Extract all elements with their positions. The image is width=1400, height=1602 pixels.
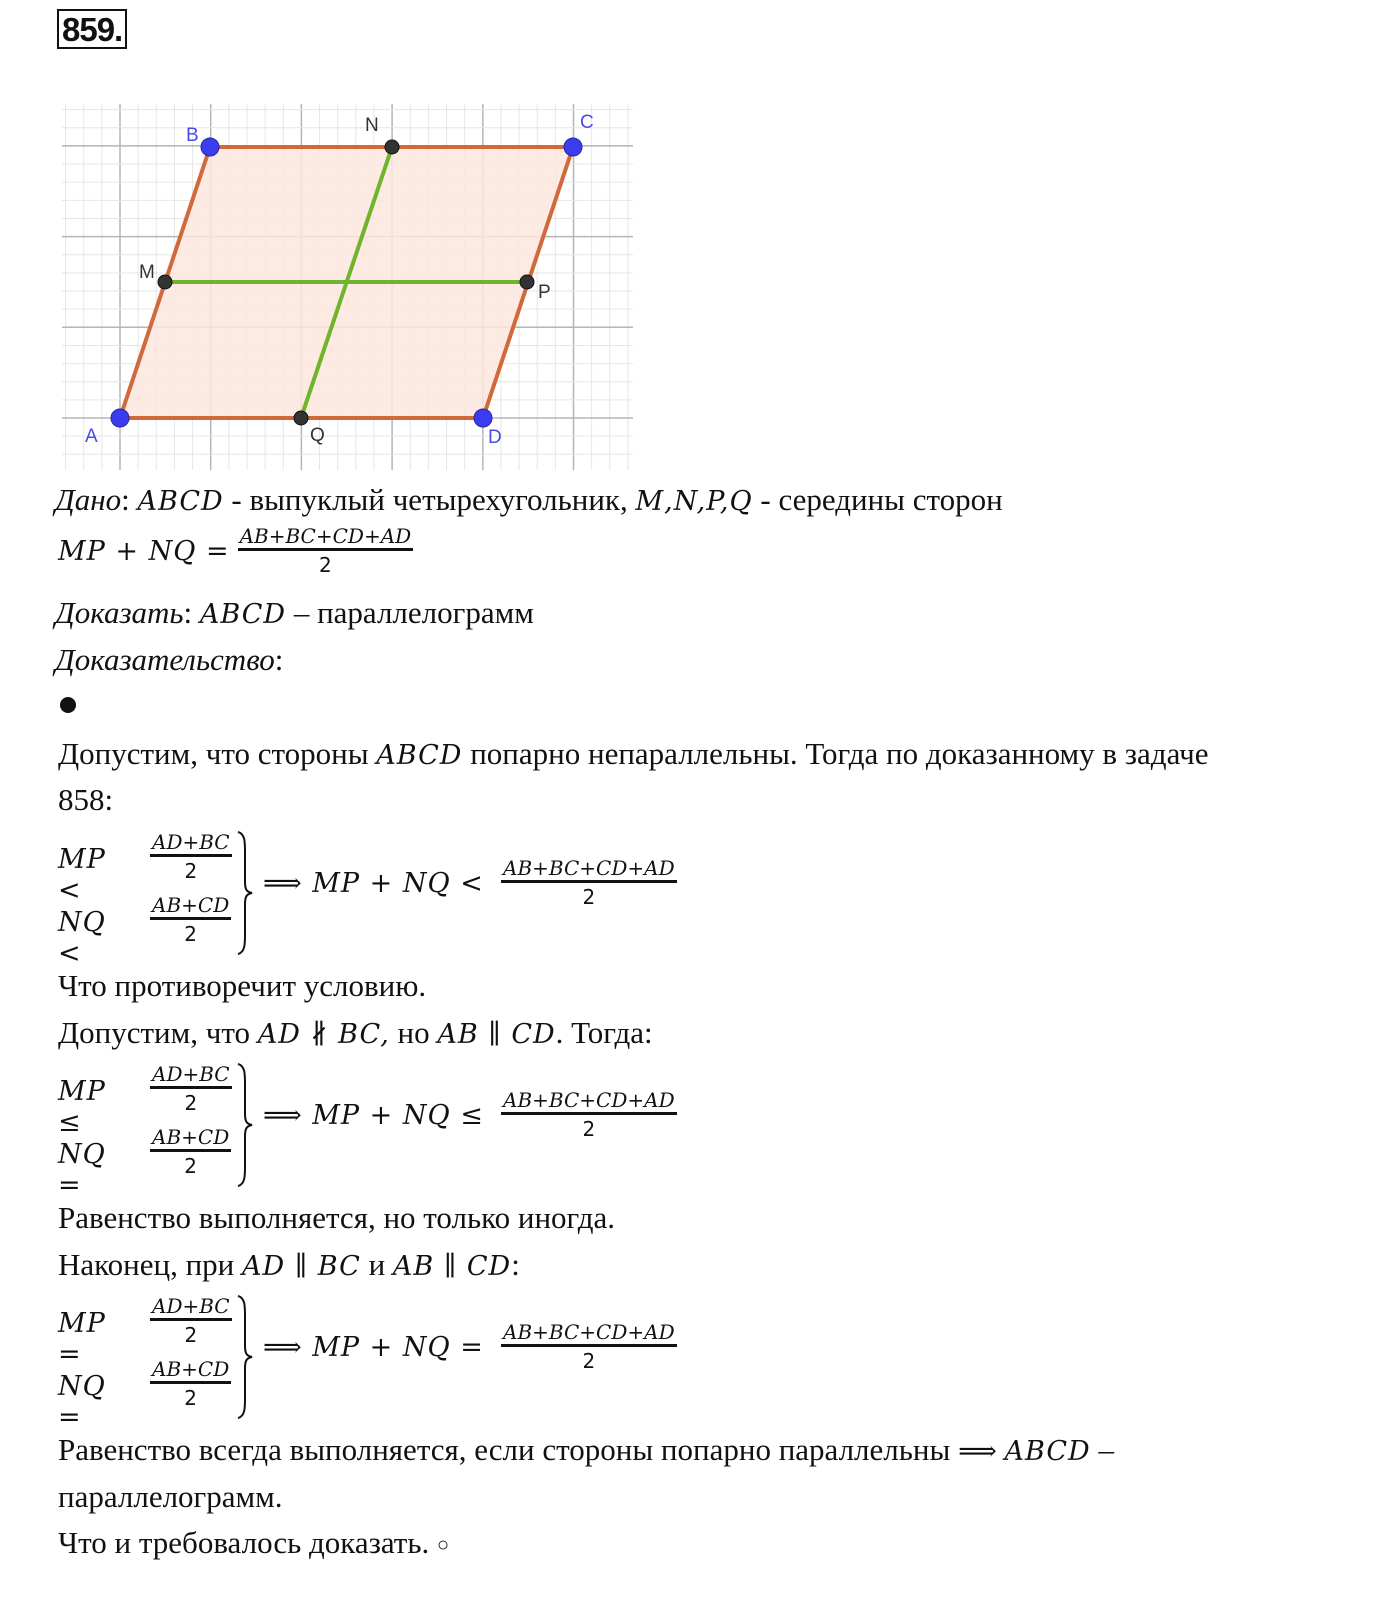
system-2-row-2-lhs: NQ = (58, 1139, 106, 1201)
para1-t1: Допустим, что стороны (58, 736, 377, 771)
given-line (55, 482, 1003, 520)
conclusion-abcd: ABCD (1004, 1436, 1091, 1467)
qed-line (58, 1525, 449, 1563)
system-3-row-2-lhs: NQ = (58, 1371, 106, 1433)
contradiction-line: Что противоречит условию. (58, 968, 427, 1003)
vertex-d (474, 409, 492, 427)
system-3-conclusion (263, 1320, 675, 1373)
proof-label: Доказательство (55, 642, 275, 677)
para2-m2: AB ∥ CD (437, 1019, 556, 1050)
prove-text: – параллелограмм (286, 595, 534, 630)
system-2-conclusion-numerator: AB+BC+CD+AD (501, 1088, 677, 1115)
paragraph-2 (58, 1015, 653, 1053)
inequality-system-1 (58, 830, 758, 969)
para2-t1: Допустим, что (58, 1015, 258, 1050)
sometimes-line: Равенство выполняется, но только иногда. (58, 1200, 616, 1235)
system-3-row-1-numerator: AD+BC (150, 1294, 232, 1321)
para3-t1: Наконец, при (58, 1247, 243, 1282)
proof-heading (55, 642, 283, 678)
para2-m1: AD ∦ BC, (257, 1019, 390, 1050)
system-1-row-1-lhs: MP < (58, 844, 106, 906)
given-text1: - выпуклый четырехугольник, (223, 482, 636, 517)
proof-colon: : (274, 642, 284, 677)
system-1-conclusion-denominator: 2 (582, 885, 596, 909)
system-1-conclusion (263, 856, 675, 909)
para1-abcd: ABCD (376, 740, 463, 771)
right-brace-icon (236, 1294, 256, 1420)
inequality-system-2 (58, 1062, 758, 1201)
implies-arrow: ⟹ (958, 1436, 997, 1467)
system-2-row-1-numerator: AD+BC (150, 1062, 232, 1089)
para1-t2: попарно непараллельны. Тогда по доказанному в задаче (462, 736, 1209, 771)
given-eq-numerator: AB+BC+CD+AD (238, 524, 414, 551)
system-2-row-1-denominator: 2 (184, 1091, 198, 1115)
bullet-icon (60, 697, 76, 713)
qed-text: Что и требовалось доказать. (58, 1525, 430, 1560)
label-q: Q (310, 425, 325, 446)
vertex-a (111, 409, 129, 427)
conclusion-line-1 (58, 1432, 1114, 1470)
equality-system-3 (58, 1294, 758, 1433)
system-2-row-1-fraction (150, 1062, 232, 1117)
vertex-b (201, 138, 219, 156)
given-eq-lhs: MP + NQ = (58, 536, 230, 567)
para3-m1: AD ∥ BC (242, 1251, 361, 1282)
system-1-conclusion-numerator: AB+BC+CD+AD (501, 856, 677, 883)
system-1-row-1-denominator: 2 (184, 859, 198, 883)
given-eq-denominator: 2 (319, 553, 332, 577)
midpoint-m (158, 275, 172, 289)
para2-t3: . Тогда: (555, 1015, 653, 1050)
given-eq-fraction (238, 524, 414, 579)
given-abcd: ABCD (137, 486, 224, 517)
given-label: Дано (55, 482, 122, 517)
qed-circle-icon: ○ (437, 1534, 450, 1556)
paragraph-3 (58, 1247, 520, 1285)
label-p: P (538, 282, 551, 303)
given-points: M,N,P,Q (635, 486, 753, 517)
para2-t2: но (389, 1015, 438, 1050)
system-1-conclusion-fraction (501, 856, 677, 911)
midpoint-n (385, 140, 399, 154)
midpoint-p (520, 275, 534, 289)
label-c: C (580, 112, 594, 133)
conclusion-t2: – (1090, 1432, 1114, 1467)
system-2-conclusion-fraction (501, 1088, 677, 1143)
system-1-row-2-denominator: 2 (184, 922, 197, 946)
conclusion-t1: Равенство всегда выполняется, если стороны попарно параллельны (58, 1432, 959, 1467)
prove-line (55, 595, 534, 633)
system-2-row-1-lhs: MP ≤ (58, 1076, 106, 1138)
label-d: D (488, 427, 502, 448)
paragraph-1-line-2: 858: (58, 782, 114, 817)
label-b: B (186, 125, 199, 146)
vertex-c (564, 138, 582, 156)
system-3-conclusion-fraction (501, 1320, 677, 1375)
system-1-row-2-numerator: AB+CD (150, 893, 231, 920)
system-3-row-1-denominator: 2 (184, 1323, 198, 1347)
label-m: M (139, 262, 155, 283)
system-2-conclusion-lhs: ⟹ MP + NQ ≤ (263, 1100, 484, 1131)
system-1-row-1-numerator: AD+BC (150, 830, 232, 857)
system-2-conclusion-denominator: 2 (582, 1117, 596, 1141)
label-n: N (365, 115, 379, 136)
prove-abcd: ABCD (199, 599, 287, 630)
system-3-row-2-denominator: 2 (184, 1386, 197, 1410)
midpoint-q (294, 411, 308, 425)
para3-t2: и (360, 1247, 393, 1282)
right-brace-icon (236, 1062, 256, 1188)
given-equation (58, 524, 413, 579)
system-1-row-2-fraction (150, 893, 231, 948)
para3-m2: AB ∥ CD (392, 1251, 512, 1282)
system-2-row-2-fraction (150, 1125, 231, 1180)
para3-t3: : (511, 1247, 520, 1282)
right-brace-icon (236, 830, 256, 956)
given-text2: - середины сторон (752, 482, 1003, 517)
system-2-row-2-numerator: AB+CD (150, 1125, 231, 1152)
system-1-row-1-fraction (150, 830, 232, 885)
system-3-row-1-lhs: MP = (58, 1308, 106, 1370)
system-3-row-1-fraction (150, 1294, 232, 1349)
label-a: A (85, 426, 98, 447)
conclusion-line-2: параллелограмм. (58, 1479, 283, 1514)
system-3-conclusion-numerator: AB+BC+CD+AD (501, 1320, 677, 1347)
system-2-conclusion (263, 1088, 675, 1141)
system-3-row-2-numerator: AB+CD (150, 1357, 231, 1384)
system-3-row-2-fraction (150, 1357, 231, 1412)
system-3-conclusion-denominator: 2 (582, 1349, 596, 1373)
problem-number: 859. (57, 9, 127, 49)
system-2-row-2-denominator: 2 (184, 1154, 197, 1178)
given-colon: : (121, 482, 130, 517)
paragraph-1-line-1 (58, 736, 1208, 774)
prove-label: Доказать (55, 595, 184, 630)
prove-colon: : (183, 595, 193, 630)
system-1-conclusion-lhs: ⟹ MP + NQ < (263, 868, 484, 899)
system-1-row-2-lhs: NQ < (58, 907, 106, 969)
parallelogram-figure (0, 0, 700, 480)
system-3-conclusion-lhs: ⟹ MP + NQ = (263, 1332, 484, 1363)
